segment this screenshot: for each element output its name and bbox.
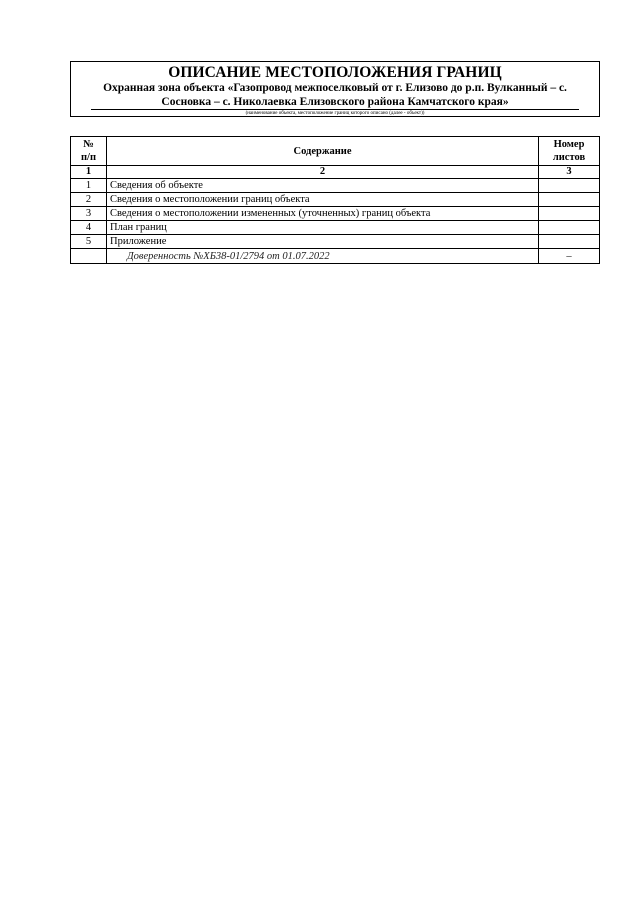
table-footer-row	[71, 249, 600, 264]
object-name-caption: (наименование объекта, местоположение границ которого описано (далее - объект))	[245, 111, 425, 116]
table-row	[71, 221, 600, 235]
object-name-line1: Охранная зона объекта «Газопровод межпоселковый от г. Елизово до р.п. Вулканный – с.	[103, 82, 567, 94]
column-index: 2	[107, 166, 539, 179]
column-header-number: № п/п	[71, 137, 107, 166]
column-header-sheets: Номер листов	[539, 137, 600, 166]
column-index: 1	[71, 166, 107, 179]
row-number: 5	[71, 235, 107, 249]
row-number: 3	[71, 207, 107, 221]
document-title-block	[70, 61, 600, 117]
row-content: Сведения о местоположении границ объекта	[107, 193, 539, 207]
object-name-line2: Сосновка – с. Николаевка Елизовского района Камчатского края»	[161, 95, 509, 108]
row-content: Сведения об объекте	[107, 179, 539, 193]
table-row	[71, 179, 600, 193]
column-header-content: Содержание	[107, 137, 539, 166]
table-row	[71, 193, 600, 207]
row-sheets	[539, 193, 600, 207]
underline-divider	[91, 109, 579, 110]
row-number: 2	[71, 193, 107, 207]
table-row	[71, 235, 600, 249]
row-number: 1	[71, 179, 107, 193]
power-of-attorney-note: Доверенность №ХБ38-01/2794 от 01.07.2022	[107, 249, 539, 264]
object-name	[85, 82, 585, 109]
row-content: План границ	[107, 221, 539, 235]
footer-sheets: –	[539, 249, 600, 264]
row-sheets	[539, 179, 600, 193]
row-number: 4	[71, 221, 107, 235]
row-sheets	[539, 221, 600, 235]
row-content: Приложение	[107, 235, 539, 249]
row-content: Сведения о местоположении измененных (уточненных) границ объекта	[107, 207, 539, 221]
table-row	[71, 207, 600, 221]
row-sheets	[539, 207, 600, 221]
document-title: ОПИСАНИЕ МЕСТОПОЛОЖЕНИЯ ГРАНИЦ	[168, 64, 502, 81]
table-header-row	[71, 137, 600, 166]
row-sheets	[539, 235, 600, 249]
footer-number	[71, 249, 107, 264]
contents-table	[70, 136, 600, 264]
column-index-row	[71, 166, 600, 179]
column-index: 3	[539, 166, 600, 179]
